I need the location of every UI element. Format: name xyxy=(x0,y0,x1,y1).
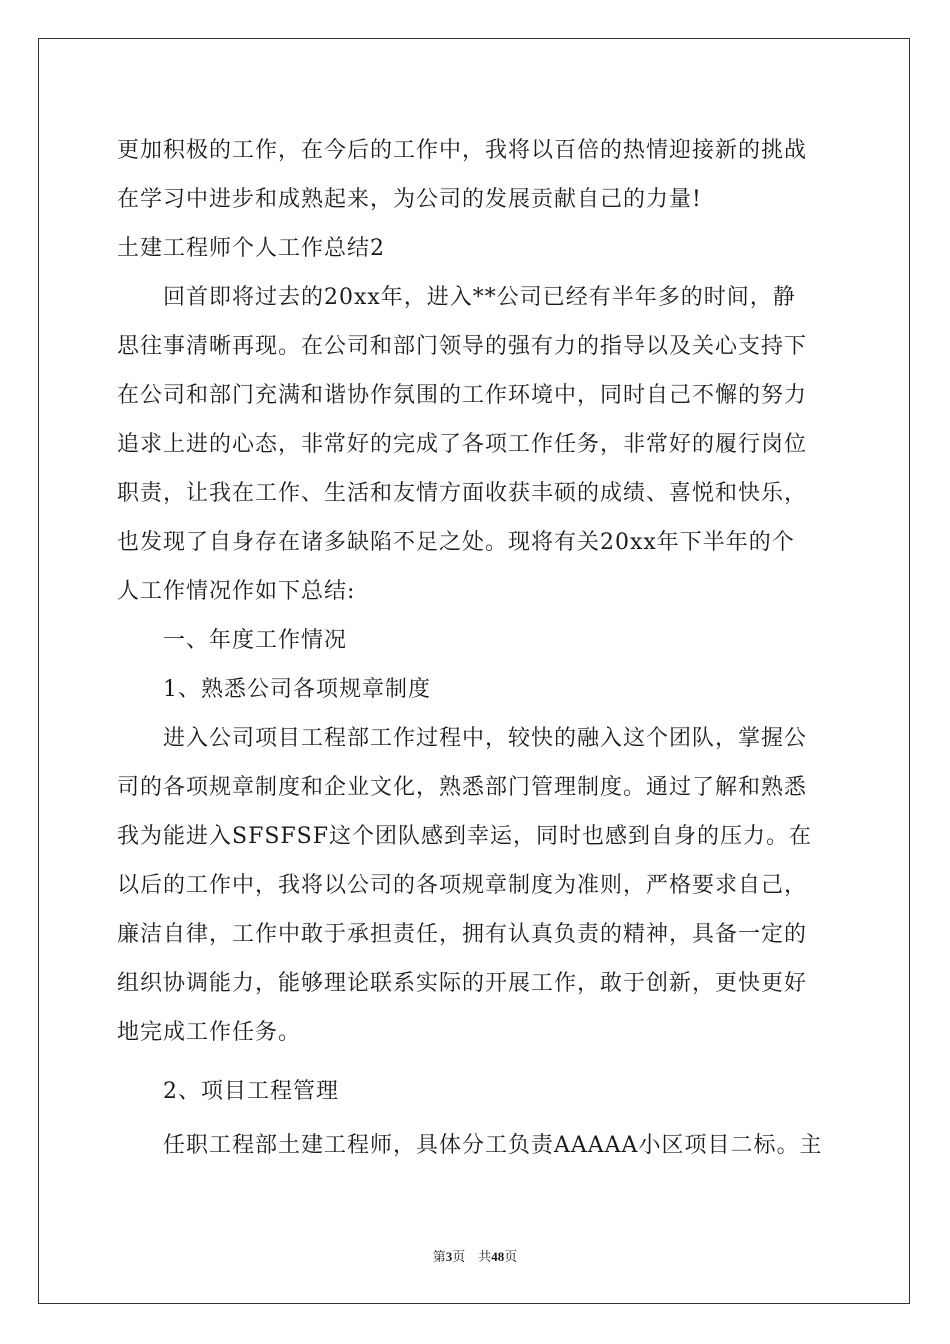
text-line: 地完成工作任务。 xyxy=(117,1020,302,1045)
footer-prefix: 第 xyxy=(432,1249,446,1264)
section-heading: 土建工程师个人工作总结2 xyxy=(117,236,385,261)
text-line: 也发现了自身存在诸多缺陷不足之处。现将有关20xx年下半年的个 xyxy=(117,530,795,555)
text-line: 在公司和部门充满和谐协作氛围的工作环境中，同时自己不懈的努力 xyxy=(117,383,808,408)
footer-mid: 页 共 xyxy=(452,1249,492,1264)
subsection-heading: 1、熟悉公司各项规章制度 xyxy=(163,677,431,702)
text-line: 进入公司项目工程部工作过程中，较快的融入这个团队，掌握公 xyxy=(163,726,808,751)
text-line: 组织协调能力，能够理论联系实际的开展工作，敢于创新，更快更好 xyxy=(117,971,808,996)
current-page-number: 3 xyxy=(445,1249,453,1264)
page-footer xyxy=(0,1246,950,1265)
text-line: 在学习中进步和成熟起来，为公司的发展贡献自己的力量! xyxy=(117,187,702,212)
total-pages-number: 48 xyxy=(491,1249,505,1264)
footer-suffix: 页 xyxy=(504,1249,518,1264)
text-line: 人工作情况作如下总结: xyxy=(117,579,356,604)
page-border xyxy=(38,38,910,1304)
subsection-heading: 一、年度工作情况 xyxy=(163,628,348,653)
text-line: 职责，让我在工作、生活和友情方面收获丰硕的成绩、喜悦和快乐， xyxy=(117,481,808,506)
text-line: 以后的工作中，我将以公司的各项规章制度为准则，严格要求自己， xyxy=(117,873,808,898)
text-line: 我为能进入SFSFSF这个团队感到幸运，同时也感到自身的压力。在 xyxy=(117,824,813,849)
text-line: 更加积极的工作，在今后的工作中，我将以百倍的热情迎接新的挑战 xyxy=(117,138,808,163)
text-line: 思往事清晰再现。在公司和部门领导的强有力的指导以及关心支持下 xyxy=(117,334,808,359)
text-line: 追求上进的心态，非常好的完成了各项工作任务，非常好的履行岗位 xyxy=(117,432,808,457)
text-line: 廉洁自律，工作中敢于承担责任，拥有认真负责的精神，具备一定的 xyxy=(117,922,808,947)
text-line: 司的各项规章制度和企业文化，熟悉部门管理制度。通过了解和熟悉 xyxy=(117,775,808,800)
subsection-heading: 2、项目工程管理 xyxy=(163,1079,339,1104)
text-line: 回首即将过去的20xx年，进入**公司已经有半年多的时间，静 xyxy=(163,285,796,310)
text-line: 任职工程部土建工程师，具体分工负责AAAAA小区项目二标。主 xyxy=(163,1133,823,1158)
